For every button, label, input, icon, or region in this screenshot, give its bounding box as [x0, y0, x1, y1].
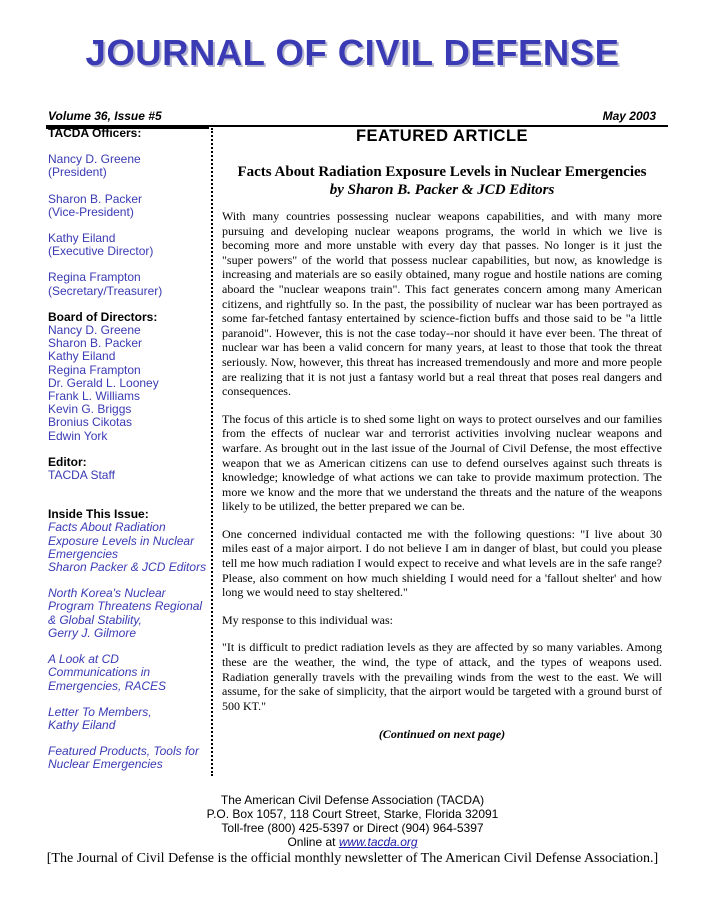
footer-online: [0, 835, 705, 849]
inside-item-line: Facts About Radiation: [48, 520, 166, 535]
issue-date: May 2003: [602, 109, 656, 123]
continued-note: (Continued on next page): [378, 727, 506, 742]
issue-line: [46, 108, 668, 127]
article-byline: by Sharon B. Packer & JCD Editors: [329, 182, 555, 198]
editor-section: [48, 456, 210, 482]
inside-item-line: Program Threatens Regional: [48, 599, 203, 614]
editor-name: TACDA Staff: [48, 468, 115, 483]
officer-name: Regina Frampton: [48, 270, 141, 285]
sidebar: [48, 127, 210, 772]
inside-item-line: & Global Stability,: [48, 612, 142, 627]
board-member: Dr. Gerald L. Looney: [48, 375, 159, 390]
inside-heading: Inside This Issue:: [48, 507, 149, 522]
article-body: [222, 209, 662, 713]
board-member: Frank L. Williams: [48, 389, 141, 404]
inside-item[interactable]: [48, 745, 210, 771]
inside-item-line: A Look at CD: [48, 652, 119, 667]
board-member: Edwin York: [48, 428, 108, 443]
inside-item[interactable]: [48, 706, 210, 732]
footer-tagline: [The Journal of Civil Defense is the official monthly newsletter of The American Civil Defense Association.]: [46, 851, 659, 866]
officer-name: Kathy Eiland: [48, 231, 116, 246]
article-paragraph: With many countries possessing nuclear weapons capabilities, and with many more pursuing and developing nuclear weapons programs, the world in which we live is becoming more and more unstable with every day that passes. No longer is it just the "super powers" of the world that possess nuclear capabilities, but now, as knowledge is increasing and materials are so easily obtained, many rogue and hostile nations are coming aboard the "nuclear weapons train". This fact generates concern among many American citizens, and rightfully so. In the past, the possibility of nuclear war has been portrayed as some far-fetched fantasy entertained by science-fiction buffs and those said to be "a little paranoid". However, this is not the case today--nor should it have ever been. The threat of nuclear war has been a valid concern for many years, at least to those that took the threat seriously. Now, however, this threat has increased tremendously and more and more people are realizing that it is not just a fantasy world but a real threat that poses real dangers and consequences.: [222, 209, 662, 399]
inside-item-line: North Korea's Nuclear: [48, 586, 166, 601]
inside-item-line: Exposure Levels in Nuclear: [48, 533, 195, 548]
officer-role: (President): [48, 165, 107, 180]
board-member: Nancy D. Greene: [48, 323, 141, 338]
inside-item[interactable]: [48, 587, 210, 640]
article-paragraph: One concerned individual contacted me with the following questions: "I live about 30 miles east of a major airport. I do not believe I am in danger of blast, but could you please tell me how much radiation I would expect to receive and what levels are in the safe range? Please, also comment on how much shielding I would need for a 'fallout shelter' and how long we would need to stay sheltered.": [222, 526, 662, 600]
masthead-title: JOURNAL OF CIVIL DEFENSE: [85, 32, 620, 73]
officer-entry: [48, 193, 210, 219]
footer-org: The American Civil Defense Association (TACDA): [220, 793, 485, 807]
main-column: [222, 127, 662, 742]
officer-entry: [48, 232, 210, 258]
inside-item-line: Emergencies: [48, 546, 119, 561]
article-paragraph: "It is difficult to predict radiation levels as they are affected by so many variables. Among these are the weather, the wind, the type of attack, and the types of weapons used. Radiation generally travels with the prevailing winds from the west to the east. We will assume, for the sake of simplicity, that the airport would be targeted with a ground burst of 500 KT.": [222, 640, 662, 713]
featured-article-label: FEATURED ARTICLE: [355, 127, 529, 145]
article-title: Facts About Radiation Exposure Levels in Nuclear Emergencies: [237, 164, 647, 180]
inside-item-line: Communications in: [48, 665, 151, 680]
editor-heading: Editor:: [48, 454, 87, 469]
footer-online-label: Online at: [287, 835, 339, 849]
article-paragraph: My response to this individual was:: [222, 612, 393, 627]
board-section: [48, 311, 210, 443]
officer-role: (Vice-President): [48, 204, 134, 219]
column-divider: [211, 128, 213, 776]
board-member: Regina Frampton: [48, 362, 141, 377]
board-member: Kevin G. Briggs: [48, 402, 132, 417]
inside-item-line: Kathy Eiland: [48, 717, 116, 732]
officers-heading: TACDA Officers:: [48, 126, 142, 140]
article-paragraph: The focus of this article is to shed some light on ways to protect ourselves and our families from the effects of nuclear war and terrorist activities involving nuclear weapons and warfare. As brought out in the last issue of the Journal of Civil Defense, the most effective weapon that we as American citizens can use to defend ourselves against such threats is knowledge; knowledge of what actions we can take to provide maximum protection. The more we know and the more that we understand the threats and the nature of the weapons likely to be utilized, the better prepared we can be.: [222, 411, 662, 514]
board-member: Kathy Eiland: [48, 349, 116, 364]
officer-entry: [48, 153, 210, 179]
board-member: Sharon B. Packer: [48, 336, 143, 351]
board-member: Bronius Cikotas: [48, 415, 133, 430]
footer-address: P.O. Box 1057, 118 Court Street, Starke, Florida 32091: [206, 807, 499, 821]
inside-item-line: Sharon Packer & JCD Editors: [48, 560, 207, 575]
issue-volume: Volume 36, Issue #5: [48, 109, 162, 123]
officer-role: (Executive Director): [48, 244, 154, 259]
inside-item[interactable]: [48, 653, 210, 693]
inside-item-line: Letter To Members,: [48, 704, 152, 719]
inside-item-line: Featured Products, Tools for: [48, 744, 199, 759]
website-link[interactable]: www.tacda.org: [338, 835, 418, 849]
footer-phone: Toll-free (800) 425-5397 or Direct (904) 964-5397: [221, 821, 484, 835]
officer-role: (Secretary/Treasurer): [48, 283, 163, 298]
inside-item-line: Emergencies, RACES: [48, 678, 167, 693]
officer-name: Sharon B. Packer: [48, 191, 143, 206]
officer-name: Nancy D. Greene: [48, 152, 141, 167]
inside-item-line: Gerry J. Gilmore: [48, 625, 137, 640]
officer-entry: [48, 271, 210, 297]
inside-item[interactable]: [48, 521, 210, 574]
inside-section: [48, 508, 210, 771]
board-heading: Board of Directors:: [48, 309, 158, 324]
footer: [0, 793, 705, 867]
inside-item-line: Nuclear Emergencies: [48, 757, 163, 772]
